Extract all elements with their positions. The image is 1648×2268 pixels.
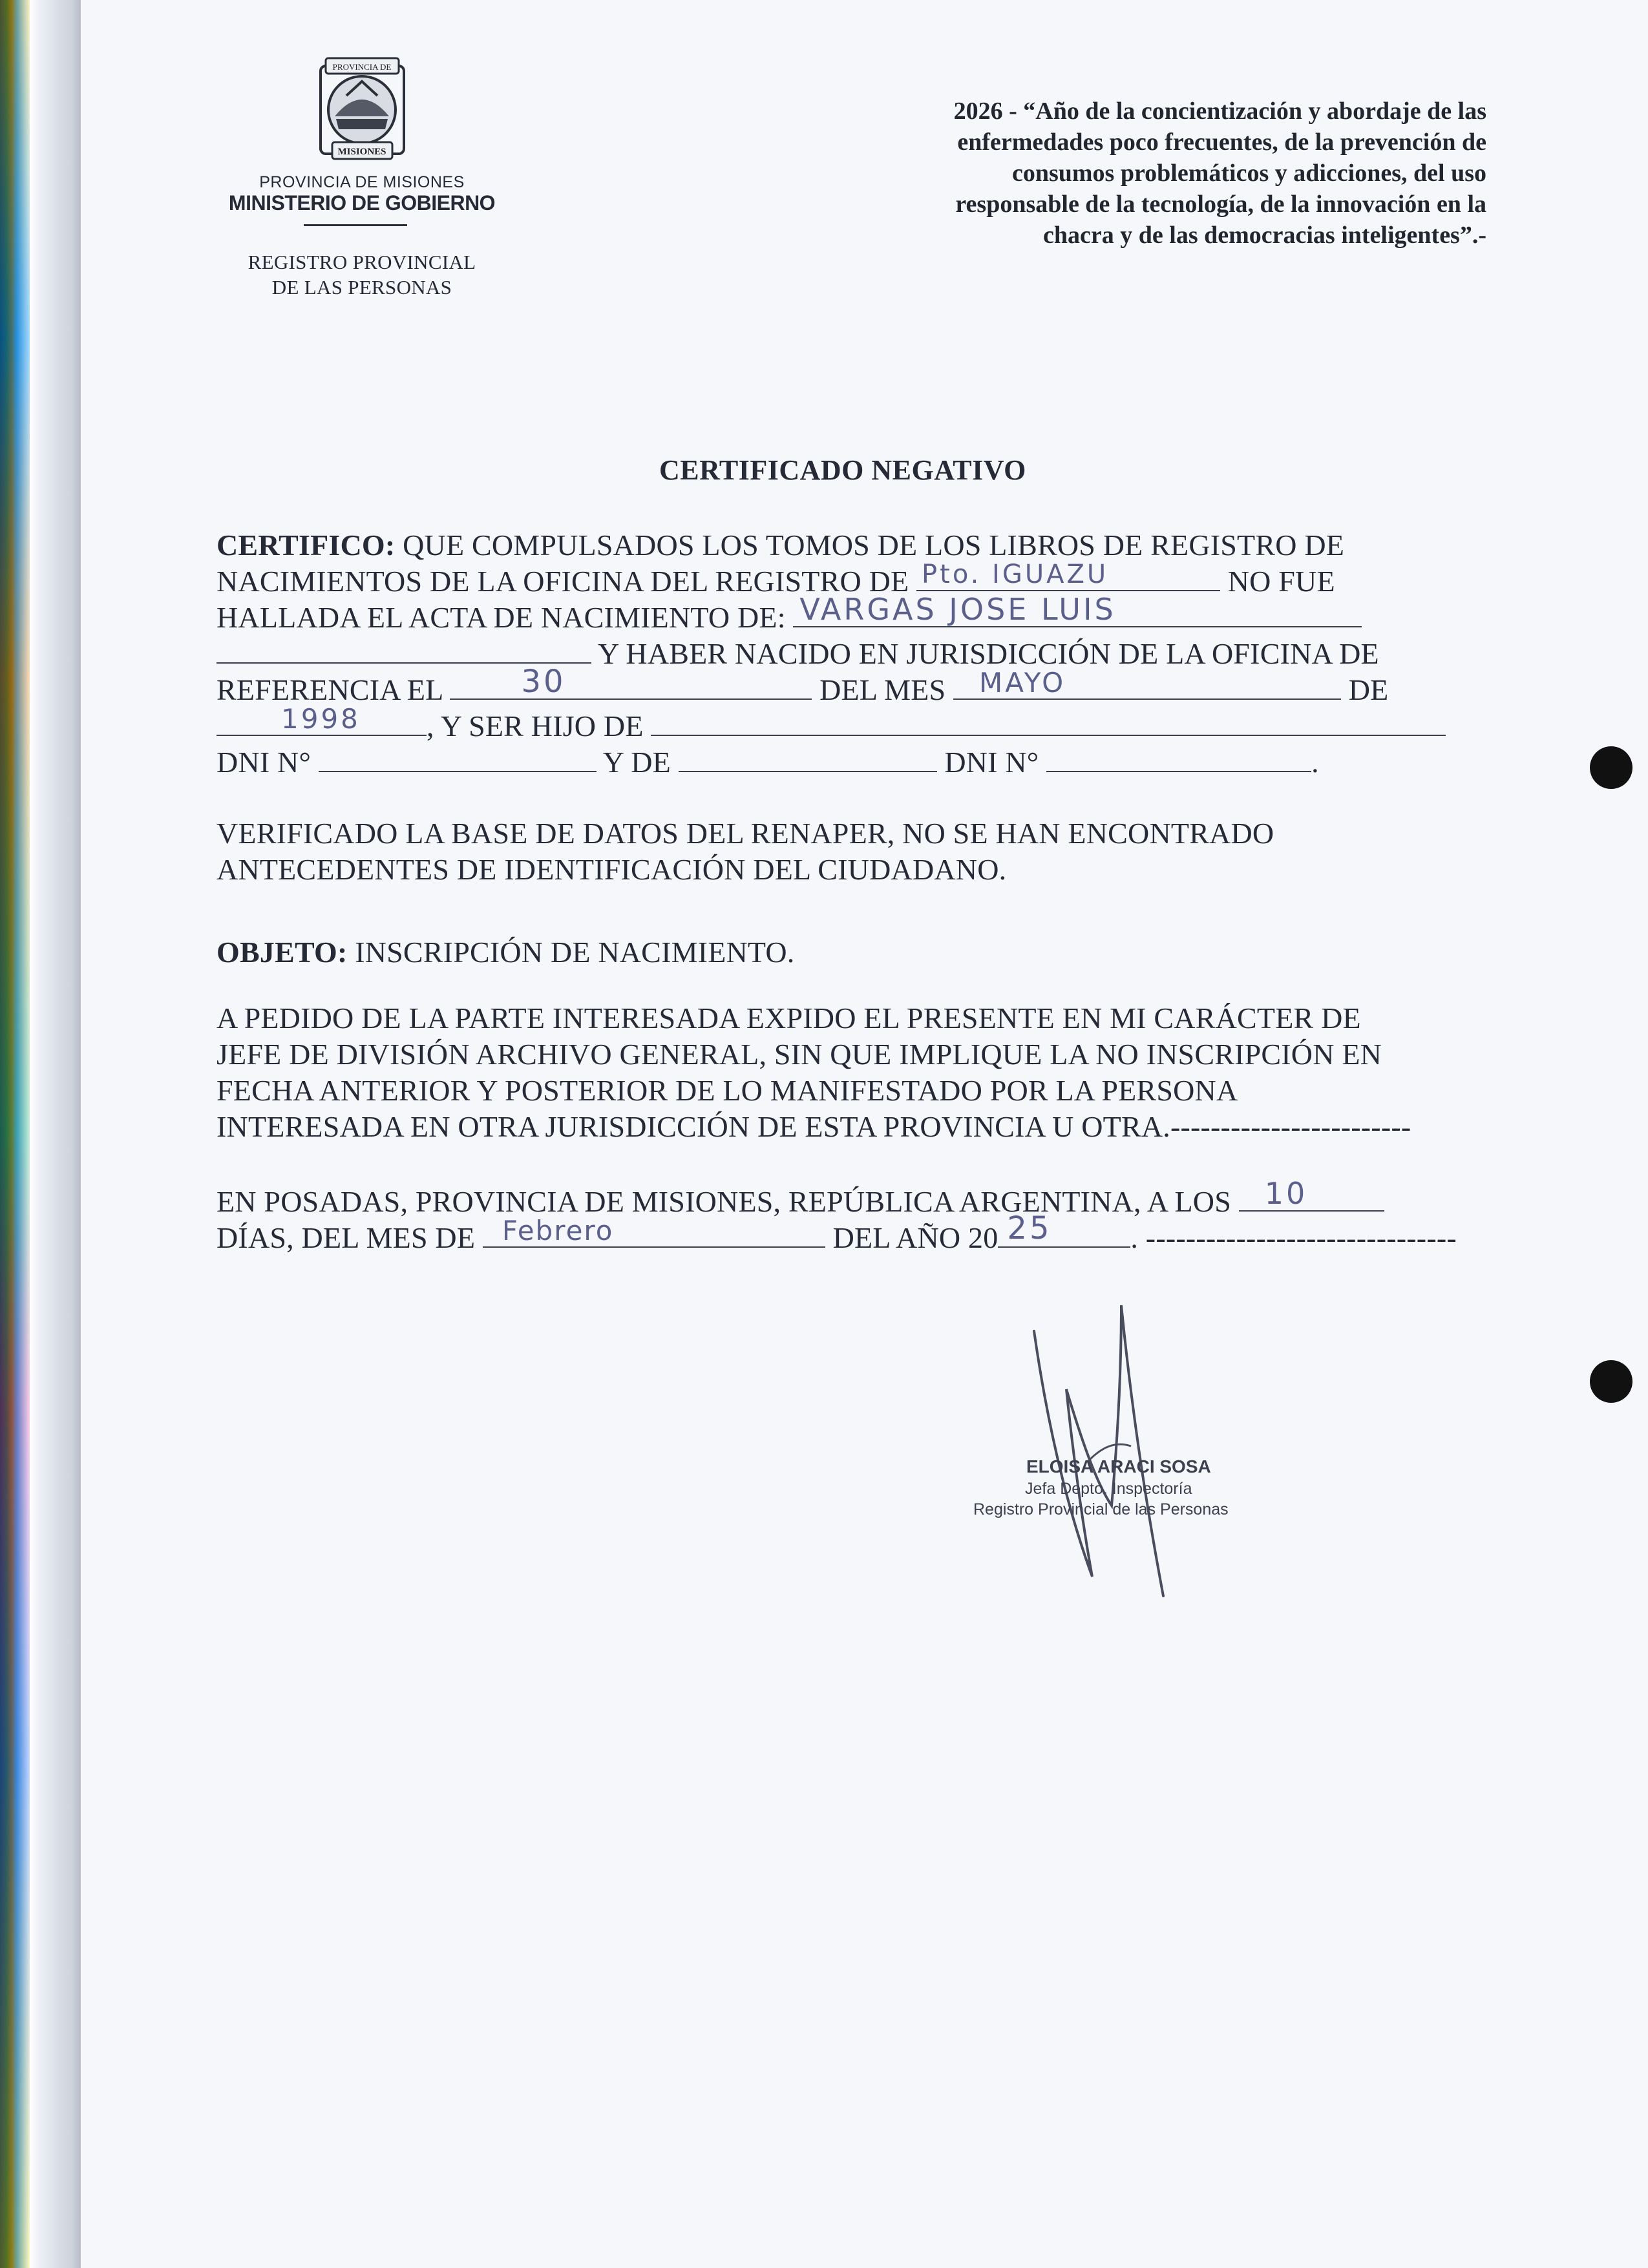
certifico-line-5	[217, 664, 1389, 708]
certifico-line-1	[217, 527, 1344, 563]
issue-year-field[interactable]	[998, 1210, 1130, 1248]
handwritten-year: 1998	[281, 703, 361, 735]
birth-day-field[interactable]	[450, 664, 812, 700]
person-name-continued-field[interactable]	[217, 636, 591, 664]
motto-line: 2026 - “Año de la concientización y abordaje de las	[953, 98, 1486, 125]
province-label: PROVINCIA DE MISIONES	[259, 173, 465, 191]
father-dni-field[interactable]	[319, 745, 597, 772]
ministry-label: MINISTERIO DE GOBIERNO	[228, 191, 496, 215]
office-field[interactable]	[916, 560, 1220, 591]
handwritten-day: 30	[521, 664, 566, 700]
line-text: NO FUE	[1227, 565, 1335, 598]
motto-line: chacra y de las democracias inteligentes”.-	[1043, 222, 1486, 249]
line-text: DNI N°	[217, 746, 312, 779]
line-text: DE	[1348, 673, 1389, 706]
renaper-line-2: ANTECEDENTES DE IDENTIFICACIÓN DEL CIUDADANO.	[217, 853, 1007, 886]
mother-field[interactable]	[679, 745, 937, 772]
document-title: CERTIFICADO NEGATIVO	[659, 454, 1026, 486]
line-text: DEL AÑO 20	[832, 1221, 998, 1254]
stamp-role: Jefa Depto. Inspectoría	[1025, 1480, 1192, 1498]
issue-day-field[interactable]	[1239, 1176, 1384, 1212]
line-text: .	[1311, 746, 1319, 779]
certifico-text: QUE COMPULSADOS LOS TOMOS DE LOS LIBROS DE REGISTRO DE	[403, 529, 1345, 562]
parent-field[interactable]	[651, 709, 1446, 736]
objeto-line	[217, 934, 795, 971]
certifico-line-2	[217, 560, 1335, 600]
line-text: HALLADA EL ACTA DE NACIMIENTO DE:	[217, 601, 786, 634]
certifico-line-6	[217, 703, 1446, 744]
hole-punch	[1590, 746, 1632, 789]
header-divider	[304, 224, 407, 226]
stamp-office: Registro Provincial de las Personas	[973, 1500, 1229, 1518]
renaper-line-1: VERIFICADO LA BASE DE DATOS DEL RENAPER, NO SE HAN ENCONTRADO	[217, 817, 1274, 850]
motto-line: enfermedades poco frecuentes, de la prevención de	[957, 129, 1486, 156]
motto-line: consumos problemáticos y adicciones, del uso	[1011, 160, 1486, 187]
pedido-line-3: FECHA ANTERIOR Y POSTERIOR DE LO MANIFESTADO POR LA PERSONA	[217, 1074, 1238, 1107]
stamp-name: ELOISA ARACI SOSA	[1026, 1456, 1211, 1476]
pedido-line-1: A PEDIDO DE LA PARTE INTERESADA EXPIDO EL PRESENTE EN MI CARÁCTER DE	[217, 1002, 1361, 1034]
posadas-line-2	[217, 1210, 1457, 1256]
province-seal-logo	[309, 57, 416, 163]
line-text: DEL MES	[819, 673, 946, 706]
line-text: Y DE	[602, 746, 671, 779]
certifico-label: CERTIFICO:	[217, 529, 396, 562]
certifico-line-7	[217, 744, 1319, 781]
seal-text-bottom: MISIONES	[337, 147, 386, 157]
line-text: Y HABER NACIDO EN JURISDICCIÓN DE LA OFICINA DE	[598, 637, 1379, 670]
registry-line-1: REGISTRO PROVINCIAL	[248, 251, 476, 273]
person-name-field[interactable]	[793, 592, 1362, 627]
registry-line-2: DE LAS PERSONAS	[271, 276, 452, 299]
handwritten-issue-year: 25	[1007, 1210, 1052, 1246]
pedido-line-2: JEFE DE DIVISIÓN ARCHIVO GENERAL, SIN QUE IMPLIQUE LA NO INSCRIPCIÓN EN	[217, 1038, 1382, 1071]
birth-month-field[interactable]	[953, 667, 1341, 700]
line-text: EN POSADAS, PROVINCIA DE MISIONES, REPÚBLICA ARGENTINA, A LOS	[217, 1185, 1231, 1218]
posadas-line-1	[217, 1176, 1384, 1220]
line-text: . -------------------------------	[1130, 1221, 1457, 1254]
birth-year-field[interactable]	[217, 703, 427, 736]
line-text: DÍAS, DEL MES DE	[217, 1221, 476, 1254]
line-text: REFERENCIA EL	[217, 673, 443, 706]
handwritten-issue-day: 10	[1264, 1176, 1308, 1211]
objeto-text: INSCRIPCIÓN DE NACIMIENTO.	[355, 936, 795, 969]
line-text: NACIMIENTOS DE LA OFICINA DEL REGISTRO DE	[217, 565, 909, 598]
line-text: , Y SER HIJO DE	[427, 709, 644, 742]
handwritten-issue-month: Febrero	[502, 1215, 614, 1246]
year-motto	[756, 96, 1486, 251]
scan-edge-artifact	[0, 0, 81, 2268]
certifico-line-4	[217, 636, 1379, 672]
pedido-line-4: INTERESADA EN OTRA JURISDICCIÓN DE ESTA PROVINCIA U OTRA.------------------------	[217, 1110, 1411, 1143]
certifico-line-3	[217, 592, 1362, 636]
handwritten-name: VARGAS JOSE LUIS	[799, 592, 1116, 627]
handwritten-office: Pto. IGUAZU	[922, 560, 1109, 589]
issue-month-field[interactable]	[483, 1215, 825, 1248]
motto-line: responsable de la tecnología, de la innovación en la	[955, 191, 1486, 218]
seal-text-top: PROVINCIA DE	[332, 62, 392, 72]
hole-punch	[1590, 1360, 1632, 1403]
handwritten-month: MAYO	[979, 667, 1066, 698]
mother-dni-field[interactable]	[1046, 745, 1311, 772]
line-text: DNI N°	[944, 746, 1039, 779]
objeto-label: OBJETO:	[217, 936, 348, 969]
